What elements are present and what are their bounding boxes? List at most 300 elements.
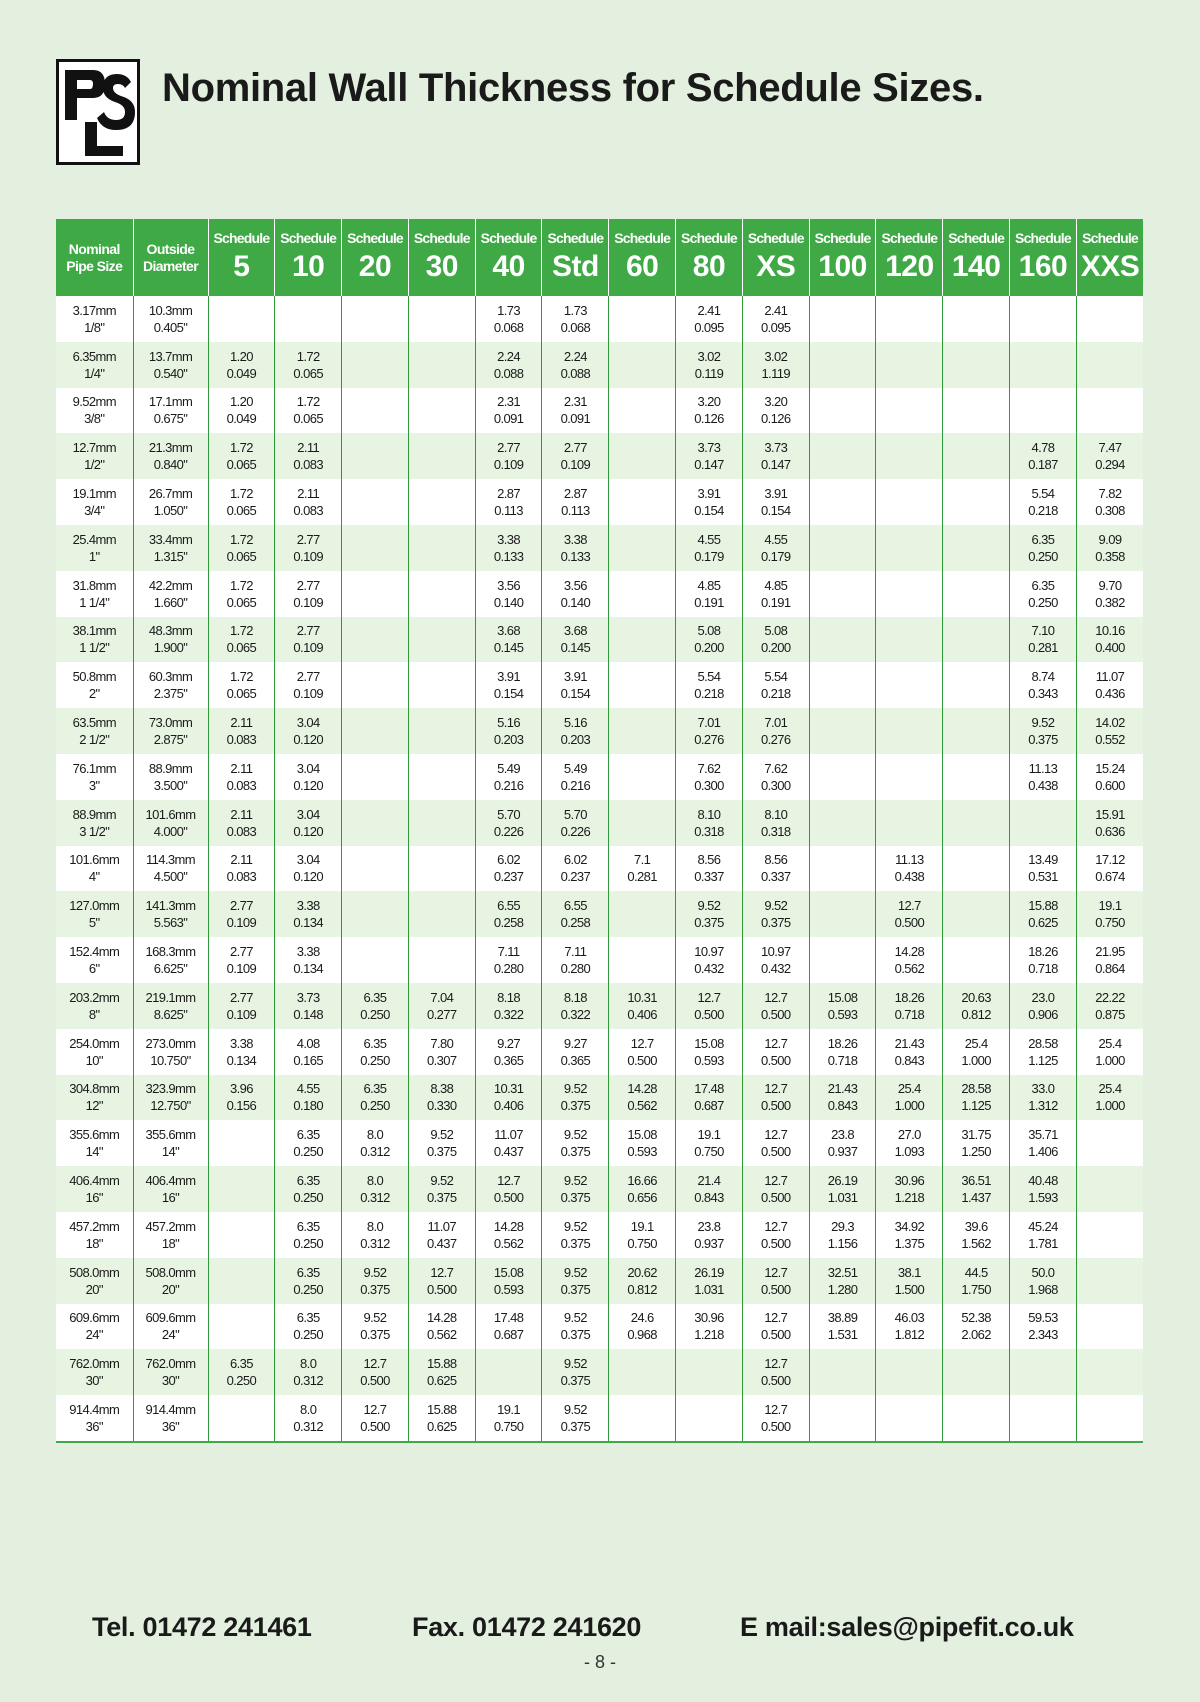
thickness-cell bbox=[342, 1075, 409, 1121]
thickness-cell bbox=[742, 1395, 809, 1442]
table-row bbox=[56, 571, 1143, 617]
nominal-size-cell bbox=[56, 342, 133, 388]
imperial-value: 5.563" bbox=[153, 915, 188, 931]
thickness-cell bbox=[275, 1120, 342, 1166]
thickness-cell bbox=[408, 1349, 475, 1395]
thickness-mm: 3.02 bbox=[764, 348, 788, 364]
thickness-mm: 17.48 bbox=[694, 1081, 724, 1097]
metric-value: 508.0mm bbox=[69, 1264, 120, 1280]
table-row bbox=[56, 1029, 1143, 1075]
thickness-mm: 1.72 bbox=[229, 440, 253, 456]
thickness-mm: 45.24 bbox=[1028, 1218, 1058, 1234]
nominal-size-cell bbox=[56, 571, 133, 617]
thickness-cell bbox=[208, 983, 275, 1029]
thickness-mm: 6.35 bbox=[296, 1310, 320, 1326]
thickness-inch: 0.500 bbox=[627, 1052, 657, 1068]
thickness-cell bbox=[609, 296, 676, 342]
thickness-inch: 1.031 bbox=[694, 1281, 724, 1297]
thickness-mm: 44.5 bbox=[964, 1264, 988, 1280]
thickness-cell bbox=[609, 754, 676, 800]
thickness-cell bbox=[275, 1166, 342, 1212]
thickness-cell bbox=[342, 617, 409, 663]
thickness-inch: 0.133 bbox=[560, 548, 591, 564]
thickness-cell bbox=[208, 891, 275, 937]
thickness-cell bbox=[275, 891, 342, 937]
thickness-inch: 0.375 bbox=[360, 1327, 390, 1343]
schedule-number: 80 bbox=[692, 249, 726, 283]
thickness-cell bbox=[742, 1075, 809, 1121]
thickness-inch: 0.312 bbox=[360, 1235, 390, 1251]
thickness-mm: 8.18 bbox=[497, 989, 521, 1005]
thickness-mm: 8.38 bbox=[430, 1081, 454, 1097]
thickness-inch: 0.113 bbox=[494, 503, 523, 519]
metric-value: 31.8mm bbox=[72, 577, 116, 593]
thickness-cell bbox=[475, 1395, 542, 1442]
thickness-cell bbox=[342, 662, 409, 708]
thickness-mm: 30.96 bbox=[894, 1173, 925, 1189]
thickness-inch: 1.312 bbox=[1028, 1098, 1058, 1114]
thickness-cell bbox=[542, 525, 609, 571]
thickness-mm: 1.72 bbox=[296, 348, 320, 364]
imperial-value: 1 1/2" bbox=[79, 640, 110, 656]
thickness-inch: 1.125 bbox=[1028, 1052, 1058, 1068]
thickness-inch: 2.343 bbox=[1028, 1327, 1058, 1343]
nominal-size-cell bbox=[56, 983, 133, 1029]
thickness-mm: 1.20 bbox=[229, 394, 253, 410]
thickness-cell bbox=[1010, 479, 1077, 525]
thickness-cell bbox=[1010, 1029, 1077, 1075]
thickness-mm: 12.7 bbox=[764, 1402, 788, 1418]
thickness-cell bbox=[1010, 891, 1077, 937]
thickness-inch: 0.276 bbox=[761, 732, 791, 748]
thickness-inch: 1.968 bbox=[1028, 1281, 1058, 1297]
thickness-mm: 4.08 bbox=[296, 1035, 320, 1051]
metric-value: 26.7mm bbox=[148, 486, 193, 502]
schedule-word: Schedule bbox=[614, 229, 671, 246]
thickness-mm: 3.73 bbox=[764, 440, 788, 456]
thickness-cell bbox=[943, 1029, 1010, 1075]
thickness-cell bbox=[208, 1349, 275, 1395]
thickness-inch: 0.083 bbox=[293, 457, 323, 473]
thickness-mm: 7.01 bbox=[697, 715, 721, 731]
thickness-inch: 0.294 bbox=[1095, 457, 1125, 473]
thickness-mm: 1.72 bbox=[296, 394, 320, 410]
thickness-cell bbox=[742, 983, 809, 1029]
thickness-cell bbox=[609, 571, 676, 617]
imperial-value: 24" bbox=[161, 1327, 180, 1343]
thickness-inch: 0.674 bbox=[1095, 869, 1125, 885]
thickness-cell bbox=[943, 1304, 1010, 1350]
thickness-inch: 1.531 bbox=[827, 1327, 858, 1343]
thickness-cell bbox=[342, 479, 409, 525]
thickness-cell bbox=[208, 433, 275, 479]
thickness-mm: 5.70 bbox=[563, 806, 587, 822]
thickness-mm: 17.48 bbox=[493, 1310, 524, 1326]
thickness-mm: 18.26 bbox=[827, 1035, 858, 1051]
outside-diameter-cell bbox=[133, 800, 208, 846]
schedule-number: Std bbox=[551, 249, 599, 283]
thickness-inch: 0.145 bbox=[493, 640, 524, 656]
thickness-cell bbox=[542, 754, 609, 800]
imperial-value: 5" bbox=[88, 915, 100, 931]
thickness-cell bbox=[676, 754, 743, 800]
thickness-inch: 0.109 bbox=[226, 1006, 257, 1022]
thickness-cell bbox=[275, 983, 342, 1029]
thickness-inch: 0.154 bbox=[694, 503, 724, 519]
thickness-mm: 14.28 bbox=[627, 1081, 657, 1097]
thickness-mm: 7.01 bbox=[764, 715, 788, 731]
table-row bbox=[56, 525, 1143, 571]
thickness-cell bbox=[809, 1075, 876, 1121]
thickness-cell bbox=[1010, 388, 1077, 434]
thickness-inch: 1.437 bbox=[961, 1190, 991, 1206]
schedule-word: Schedule bbox=[881, 229, 938, 246]
metric-value: 12.7mm bbox=[72, 440, 116, 456]
thickness-cell bbox=[1076, 1120, 1143, 1166]
imperial-value: 4.000" bbox=[153, 823, 188, 839]
thickness-mm: 15.91 bbox=[1095, 806, 1125, 822]
thickness-inch: 0.218 bbox=[694, 686, 724, 702]
thickness-mm: 3.04 bbox=[296, 715, 320, 731]
thickness-mm: 15.08 bbox=[627, 1127, 657, 1143]
imperial-value: 1" bbox=[88, 548, 100, 564]
metric-value: 101.6mm bbox=[145, 806, 196, 822]
thickness-mm: 12.7 bbox=[497, 1173, 521, 1189]
thickness-mm: 3.68 bbox=[497, 623, 521, 639]
thickness-inch: 0.068 bbox=[560, 319, 591, 335]
thickness-inch: 0.687 bbox=[493, 1327, 524, 1343]
thickness-cell bbox=[943, 1212, 1010, 1258]
thickness-mm: 28.58 bbox=[961, 1081, 991, 1097]
nominal-size-cell bbox=[56, 1395, 133, 1442]
thickness-mm: 11.13 bbox=[895, 852, 924, 868]
table-row bbox=[56, 891, 1143, 937]
thickness-mm: 3.04 bbox=[296, 852, 320, 868]
thickness-inch: 0.276 bbox=[694, 732, 724, 748]
thickness-cell bbox=[342, 708, 409, 754]
thickness-cell bbox=[943, 433, 1010, 479]
contact-footer bbox=[0, 1612, 1200, 1652]
metric-value: 457.2mm bbox=[145, 1218, 196, 1234]
thickness-mm: 11.07 bbox=[427, 1218, 457, 1234]
thickness-inch: 0.109 bbox=[293, 640, 323, 656]
thickness-cell bbox=[1010, 1075, 1077, 1121]
thickness-mm: 19.1 bbox=[630, 1218, 654, 1234]
thickness-inch: 0.120 bbox=[293, 732, 323, 748]
thickness-cell bbox=[208, 937, 275, 983]
thickness-inch: 0.437 bbox=[427, 1235, 457, 1251]
thickness-cell bbox=[208, 1166, 275, 1212]
thickness-cell bbox=[208, 1212, 275, 1258]
metric-value: 6.35mm bbox=[72, 348, 116, 364]
thickness-inch: 1.562 bbox=[961, 1235, 991, 1251]
thickness-cell bbox=[475, 1304, 542, 1350]
thickness-inch: 0.095 bbox=[694, 319, 724, 335]
table-row bbox=[56, 617, 1143, 663]
thickness-mm: 2.77 bbox=[229, 944, 253, 960]
thickness-cell bbox=[1076, 1075, 1143, 1121]
thickness-cell bbox=[275, 800, 342, 846]
thickness-mm: 18.26 bbox=[1028, 944, 1058, 960]
thickness-mm: 3.56 bbox=[563, 577, 587, 593]
thickness-cell bbox=[809, 800, 876, 846]
thickness-mm: 12.7 bbox=[430, 1264, 454, 1280]
thickness-mm: 9.52 bbox=[1031, 715, 1055, 731]
thickness-cell bbox=[876, 754, 943, 800]
schedule-number: 40 bbox=[492, 249, 525, 283]
thickness-cell bbox=[676, 1304, 743, 1350]
thickness-inch: 0.049 bbox=[226, 365, 257, 381]
thickness-cell bbox=[876, 1304, 943, 1350]
thickness-inch: 0.375 bbox=[427, 1190, 457, 1206]
thickness-cell bbox=[475, 296, 542, 342]
thickness-mm: 12.7 bbox=[764, 1264, 788, 1280]
metric-value: 76.1mm bbox=[72, 760, 116, 776]
metric-value: 457.2mm bbox=[69, 1218, 120, 1234]
thickness-mm: 7.62 bbox=[764, 760, 788, 776]
thickness-inch: 1.781 bbox=[1028, 1235, 1058, 1251]
thickness-cell bbox=[943, 479, 1010, 525]
thickness-inch: 0.191 bbox=[694, 594, 724, 610]
thickness-cell bbox=[809, 708, 876, 754]
thickness-cell bbox=[275, 342, 342, 388]
thickness-inch: 1.218 bbox=[694, 1327, 724, 1343]
thickness-cell bbox=[342, 1120, 409, 1166]
outside-diameter-cell bbox=[133, 1395, 208, 1442]
thickness-inch: 0.109 bbox=[226, 961, 257, 977]
thickness-mm: 5.08 bbox=[764, 623, 788, 639]
schedule-word: Schedule bbox=[213, 229, 270, 246]
thickness-cell bbox=[475, 846, 542, 892]
thickness-inch: 0.088 bbox=[560, 365, 591, 381]
thickness-cell bbox=[342, 891, 409, 937]
header-schedule-140 bbox=[943, 219, 1010, 296]
thickness-inch: 0.226 bbox=[493, 823, 524, 839]
thickness-mm: 19.1 bbox=[697, 1127, 721, 1143]
thickness-cell bbox=[676, 1212, 743, 1258]
schedule-word: Schedule bbox=[347, 229, 403, 246]
thickness-inch: 0.438 bbox=[1028, 777, 1058, 793]
thickness-cell bbox=[275, 1075, 342, 1121]
thickness-mm: 9.27 bbox=[497, 1035, 521, 1051]
imperial-value: 14" bbox=[161, 1144, 180, 1160]
thickness-cell bbox=[342, 800, 409, 846]
thickness-cell bbox=[742, 1120, 809, 1166]
imperial-value: 4" bbox=[88, 869, 100, 885]
thickness-mm: 6.35 bbox=[296, 1218, 320, 1234]
thickness-inch: 0.109 bbox=[226, 915, 257, 931]
thickness-inch: 0.308 bbox=[1095, 503, 1125, 519]
thickness-cell bbox=[742, 1304, 809, 1350]
thickness-mm: 9.52 bbox=[563, 1356, 587, 1372]
thickness-mm: 2.77 bbox=[296, 531, 320, 547]
metric-value: 33.4mm bbox=[148, 531, 193, 547]
thickness-mm: 2.77 bbox=[296, 623, 320, 639]
table-row bbox=[56, 708, 1143, 754]
thickness-mm: 3.56 bbox=[497, 577, 521, 593]
thickness-mm: 15.24 bbox=[1095, 760, 1125, 776]
thickness-cell bbox=[676, 1349, 743, 1395]
table-row bbox=[56, 1166, 1143, 1212]
thickness-mm: 23.0 bbox=[1031, 989, 1055, 1005]
thickness-inch: 0.312 bbox=[360, 1144, 390, 1160]
fax-number: Fax. 01472 241620 bbox=[412, 1612, 642, 1642]
thickness-mm: 12.7 bbox=[764, 989, 788, 1005]
thickness-mm: 8.10 bbox=[697, 806, 721, 822]
thickness-inch: 0.083 bbox=[293, 503, 323, 519]
thickness-cell bbox=[208, 1304, 275, 1350]
thickness-cell bbox=[1010, 342, 1077, 388]
thickness-cell bbox=[275, 846, 342, 892]
thickness-cell bbox=[1010, 800, 1077, 846]
thickness-cell bbox=[876, 891, 943, 937]
thickness-mm: 7.11 bbox=[497, 944, 520, 960]
thickness-mm: 9.52 bbox=[430, 1127, 454, 1143]
thickness-mm: 8.56 bbox=[764, 852, 788, 868]
thickness-cell bbox=[1076, 1166, 1143, 1212]
thickness-cell bbox=[1010, 571, 1077, 617]
thickness-inch: 1.500 bbox=[894, 1281, 925, 1297]
thickness-mm: 7.82 bbox=[1098, 486, 1122, 502]
page-title: Nominal Wall Thickness for Schedule Sizes. bbox=[162, 66, 984, 110]
thickness-cell bbox=[943, 983, 1010, 1029]
thickness-cell bbox=[275, 708, 342, 754]
thickness-mm: 6.35 bbox=[363, 1081, 387, 1097]
thickness-mm: 3.91 bbox=[697, 486, 721, 502]
thickness-inch: 0.203 bbox=[493, 732, 524, 748]
outside-diameter-cell bbox=[133, 891, 208, 937]
thickness-mm: 30.96 bbox=[694, 1310, 724, 1326]
table-row bbox=[56, 342, 1143, 388]
thickness-cell bbox=[809, 846, 876, 892]
thickness-mm: 3.38 bbox=[296, 944, 320, 960]
thickness-inch: 0.437 bbox=[493, 1144, 524, 1160]
thickness-cell bbox=[275, 571, 342, 617]
metric-value: 48.3mm bbox=[148, 623, 193, 639]
outside-diameter-cell bbox=[133, 1304, 208, 1350]
thickness-mm: 6.35 bbox=[296, 1264, 320, 1280]
thickness-cell bbox=[742, 1349, 809, 1395]
thickness-mm: 6.02 bbox=[497, 852, 521, 868]
thickness-inch: 0.500 bbox=[761, 1190, 791, 1206]
thickness-mm: 8.10 bbox=[764, 806, 788, 822]
thickness-cell bbox=[676, 846, 743, 892]
thickness-mm: 12.7 bbox=[764, 1310, 788, 1326]
thickness-cell bbox=[475, 571, 542, 617]
thickness-inch: 0.120 bbox=[293, 869, 323, 885]
thickness-cell bbox=[809, 891, 876, 937]
thickness-cell bbox=[742, 1029, 809, 1075]
thickness-mm: 7.80 bbox=[430, 1035, 454, 1051]
outside-diameter-cell bbox=[133, 1258, 208, 1304]
outside-diameter-cell bbox=[133, 1212, 208, 1258]
schedule-number: XXS bbox=[1080, 249, 1140, 283]
thickness-mm: 10.16 bbox=[1095, 623, 1125, 639]
thickness-cell bbox=[475, 1120, 542, 1166]
thickness-mm: 21.43 bbox=[894, 1035, 925, 1051]
schedule-word: Schedule bbox=[814, 229, 871, 246]
thickness-cell bbox=[342, 1258, 409, 1304]
outside-diameter-cell bbox=[133, 1166, 208, 1212]
thickness-inch: 0.307 bbox=[427, 1052, 457, 1068]
thickness-cell bbox=[208, 479, 275, 525]
nominal-size-cell bbox=[56, 708, 133, 754]
imperial-value: 2" bbox=[88, 686, 100, 702]
thickness-inch: 0.750 bbox=[627, 1235, 657, 1251]
schedule-number: XS bbox=[756, 249, 796, 283]
email-address[interactable]: E mail:sales@pipefit.co.uk bbox=[740, 1612, 1074, 1642]
thickness-inch: 1.406 bbox=[1028, 1144, 1058, 1160]
thickness-mm: 1.20 bbox=[229, 348, 253, 364]
thickness-inch: 0.312 bbox=[360, 1190, 390, 1206]
schedule-number: 60 bbox=[625, 249, 659, 283]
thickness-mm: 20.62 bbox=[627, 1264, 657, 1280]
thickness-cell bbox=[943, 846, 1010, 892]
thickness-inch: 0.600 bbox=[1095, 777, 1125, 793]
thickness-inch: 0.562 bbox=[894, 961, 925, 977]
thickness-mm: 15.08 bbox=[827, 989, 858, 1005]
thickness-inch: 0.179 bbox=[761, 548, 791, 564]
thickness-cell bbox=[275, 1395, 342, 1442]
thickness-cell bbox=[1076, 342, 1143, 388]
thickness-inch: 0.119 bbox=[694, 365, 724, 381]
metric-value: 254.0mm bbox=[69, 1035, 120, 1051]
thickness-cell bbox=[609, 1258, 676, 1304]
thickness-inch: 0.937 bbox=[694, 1235, 724, 1251]
thickness-inch: 0.343 bbox=[1028, 686, 1058, 702]
nominal-size-cell bbox=[56, 433, 133, 479]
thickness-cell bbox=[1076, 1258, 1143, 1304]
thickness-cell bbox=[408, 1395, 475, 1442]
thickness-inch: 1.093 bbox=[894, 1144, 925, 1160]
thickness-mm: 12.7 bbox=[764, 1081, 788, 1097]
thickness-cell bbox=[1076, 525, 1143, 571]
thickness-cell bbox=[208, 1029, 275, 1075]
thickness-cell bbox=[943, 1349, 1010, 1395]
thickness-mm: 6.35 bbox=[229, 1356, 253, 1372]
thickness-mm: 12.7 bbox=[897, 898, 921, 914]
thickness-cell bbox=[676, 1029, 743, 1075]
thickness-inch: 1.119 bbox=[761, 365, 791, 381]
thickness-mm: 46.03 bbox=[894, 1310, 925, 1326]
thickness-mm: 16.66 bbox=[627, 1173, 657, 1189]
thickness-cell bbox=[1076, 571, 1143, 617]
thickness-inch: 0.636 bbox=[1095, 823, 1125, 839]
thickness-inch: 0.312 bbox=[293, 1419, 323, 1435]
metric-value: 101.6mm bbox=[69, 852, 120, 868]
thickness-mm: 2.77 bbox=[296, 669, 320, 685]
thickness-cell bbox=[275, 433, 342, 479]
thickness-cell bbox=[1076, 1304, 1143, 1350]
nominal-size-cell bbox=[56, 296, 133, 342]
thickness-inch: 1.593 bbox=[1028, 1190, 1058, 1206]
nominal-size-cell bbox=[56, 891, 133, 937]
thickness-cell bbox=[408, 296, 475, 342]
thickness-cell bbox=[943, 388, 1010, 434]
thickness-cell bbox=[876, 342, 943, 388]
thickness-cell bbox=[275, 388, 342, 434]
imperial-value: 24" bbox=[85, 1327, 103, 1343]
thickness-inch: 0.065 bbox=[226, 640, 257, 656]
thickness-mm: 8.18 bbox=[563, 989, 587, 1005]
thickness-cell bbox=[275, 1258, 342, 1304]
schedule-number: 100 bbox=[818, 249, 867, 283]
outside-diameter-cell bbox=[133, 296, 208, 342]
thickness-cell bbox=[809, 1304, 876, 1350]
thickness-mm: 4.85 bbox=[697, 577, 721, 593]
thickness-cell bbox=[475, 1349, 542, 1395]
metric-value: 88.9mm bbox=[148, 760, 193, 776]
